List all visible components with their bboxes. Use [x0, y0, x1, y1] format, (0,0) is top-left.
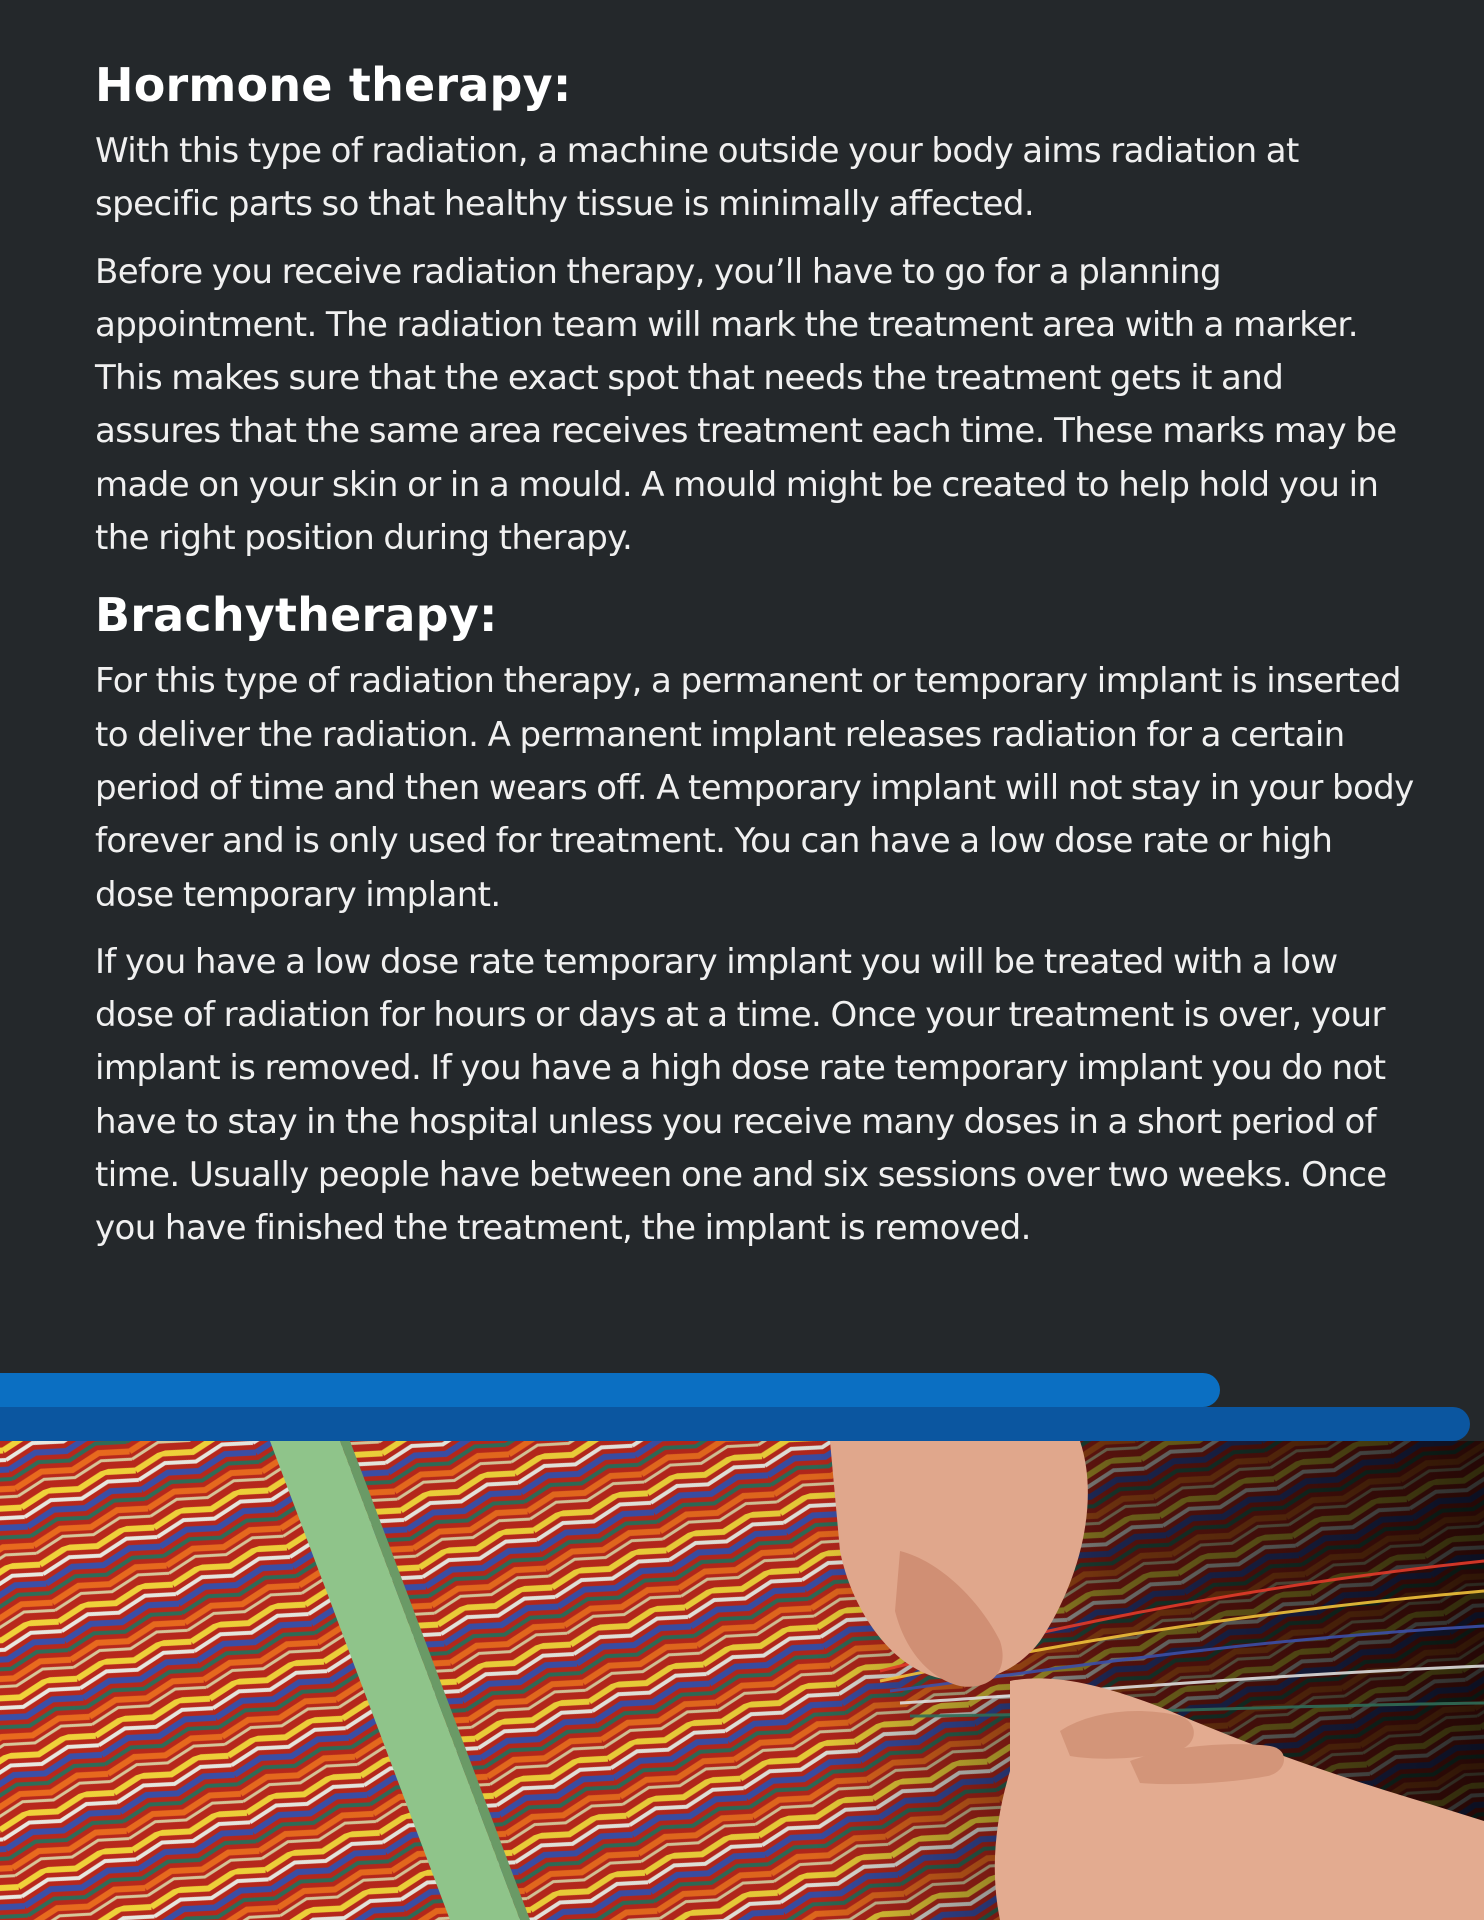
decorative-blue-bar-top	[0, 1373, 1220, 1407]
paragraph: Before you receive radiation therapy, you’ll have to go for a planning appointment. The radiation team will mark the treatment area with a marker. This makes sure that the exact spot that needs the treatment gets it and assures that the same area receives treatment each time. These marks may be made on your skin or in a mould. A mould might be created to help hold you in the right position during therapy.	[95, 251, 1397, 559]
section-heading: Hormone therapy:	[95, 58, 572, 112]
paragraph: If you have a low dose rate temporary implant you will be treated with a low dose of radiation for hours or days at a time. Once your treatment is over, your implant is removed. If you have a high dose rate temporary implant you do not have to stay in the hospital unless you receive many doses in a short period of time. Usually people have between one and six sessions over two weeks. Once you have finished the treatment, the implant is removed.	[95, 941, 1387, 1249]
section-heading: Brachytherapy:	[95, 588, 498, 643]
brachytherapy-section	[95, 585, 1415, 1255]
paragraph: For this type of radiation therapy, a permanent or temporary implant is inserted to deliver the radiation. A permanent implant releases radiation for a certain period of time and then wears off. A temporary implant will not stay in your body forever and is only used for treatment. You can have a low dose rate or high dose temporary implant.	[95, 661, 1414, 915]
hormone-therapy-section	[95, 55, 1415, 565]
weaving-photo	[0, 1441, 1484, 1920]
paragraph: With this type of radiation, a machine outside your body aims radiation at specific parts so that healthy tissue is minimally affected.	[95, 131, 1299, 225]
decorative-blue-bar-bottom	[0, 1407, 1470, 1441]
page-content	[95, 55, 1415, 1270]
